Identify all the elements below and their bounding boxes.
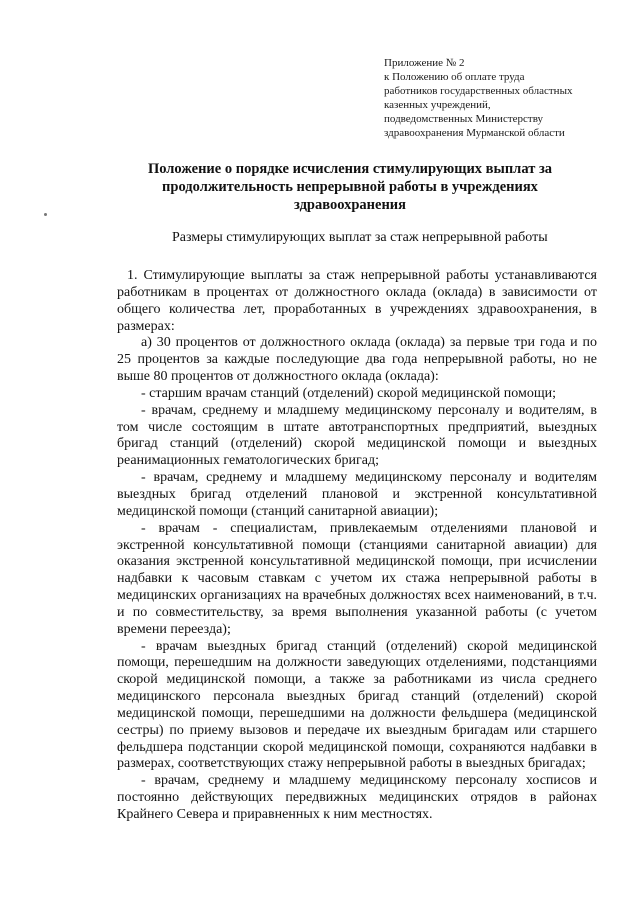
document-body: [117, 268, 597, 824]
list-item: - врачам - специалистам, привлекаемым отделениями плановой и экстренной консультативной помощи (станциями санитарной авиации) для оказания экстренной консультативной медицинской помощи, при исчислении надбавки к часовым ставкам с учетом их стажа непрерывной работы в медицинских организациях на врачебных должностях всех наименований, в т.ч. и по совместительству, за время выполнения указанной работы (с учетом времени переезда);: [117, 520, 597, 637]
paragraph-1: 1. Стимулирующие выплаты за стаж непрерывной работы устанавливаются работникам в процентах от должностного оклада (оклада) в зависимости от общего количества лет, проработанных в учреждениях здравоохранения, в размерах:: [117, 268, 597, 334]
list-item: - врачам, среднему и младшему медицинскому персоналу и водителям выездных бригад отделений плановой и экстренной консультативной медицинской помощи (станций санитарной авиации);: [117, 470, 597, 519]
paragraph-a: а) 30 процентов от должностного оклада (оклада) за первые три года и по 25 процентов за каждые последующие два года непрерывной работы, но не выше 80 процентов от должностного оклада (оклада):: [117, 335, 597, 385]
appendix-line: здравоохранения Мурманской области: [384, 127, 565, 139]
list-item: - врачам выездных бригад станций (отделений) скорой медицинской помощи, перешедшим на должности заведующих отделениями, подстанциями скорой медицинской помощи, а также за работниками из числа среднего медицинского персонала выездных бригад станций (отделений) скорой медицинской помощи, перешедшими на должности фельдшера (медицинской сестры) по приему вызовов и передаче их выездным бригадам или старшего фельдшера подстанции скорой медицинской помощи, сохраняются надбавки в размерах, соответствующих стажу непрерывной работы в выездных бригадах;: [117, 638, 597, 772]
title-line: продолжительность непрерывной работы в учреждениях: [162, 179, 538, 195]
list-item: - врачам, среднему и младшему медицинскому персоналу хосписов и постоянно действующих передвижных медицинских отрядов в районах Крайнего Севера и приравненных к ним местностях.: [117, 773, 597, 822]
appendix-line: казенных учреждений,: [384, 99, 491, 111]
document-title: [100, 160, 600, 214]
title-line: здравоохранения: [294, 197, 406, 213]
scan-speck: [44, 213, 47, 216]
appendix-line: подведомственных Министерству: [384, 113, 544, 125]
appendix-line: Приложение № 2: [384, 57, 465, 69]
list-item: - врачам, среднему и младшему медицинскому персоналу и водителям, в том числе состоящим в штате автотранспортных предприятий, выездных бригад станций (отделений) скорой медицинской помощи и выездных реанимационных гематологических бригад;: [117, 402, 597, 469]
appendix-line: к Положению об оплате труда: [384, 71, 525, 83]
section-subtitle: Размеры стимулирующих выплат за стаж непрерывной работы: [172, 230, 548, 245]
title-line: Положение о порядке исчисления стимулирующих выплат за: [147, 161, 553, 177]
appendix-header: [384, 56, 624, 140]
appendix-line: работников государственных областных: [384, 85, 573, 97]
list-item: - старшим врачам станций (отделений) скорой медицинской помощи;: [141, 385, 556, 401]
